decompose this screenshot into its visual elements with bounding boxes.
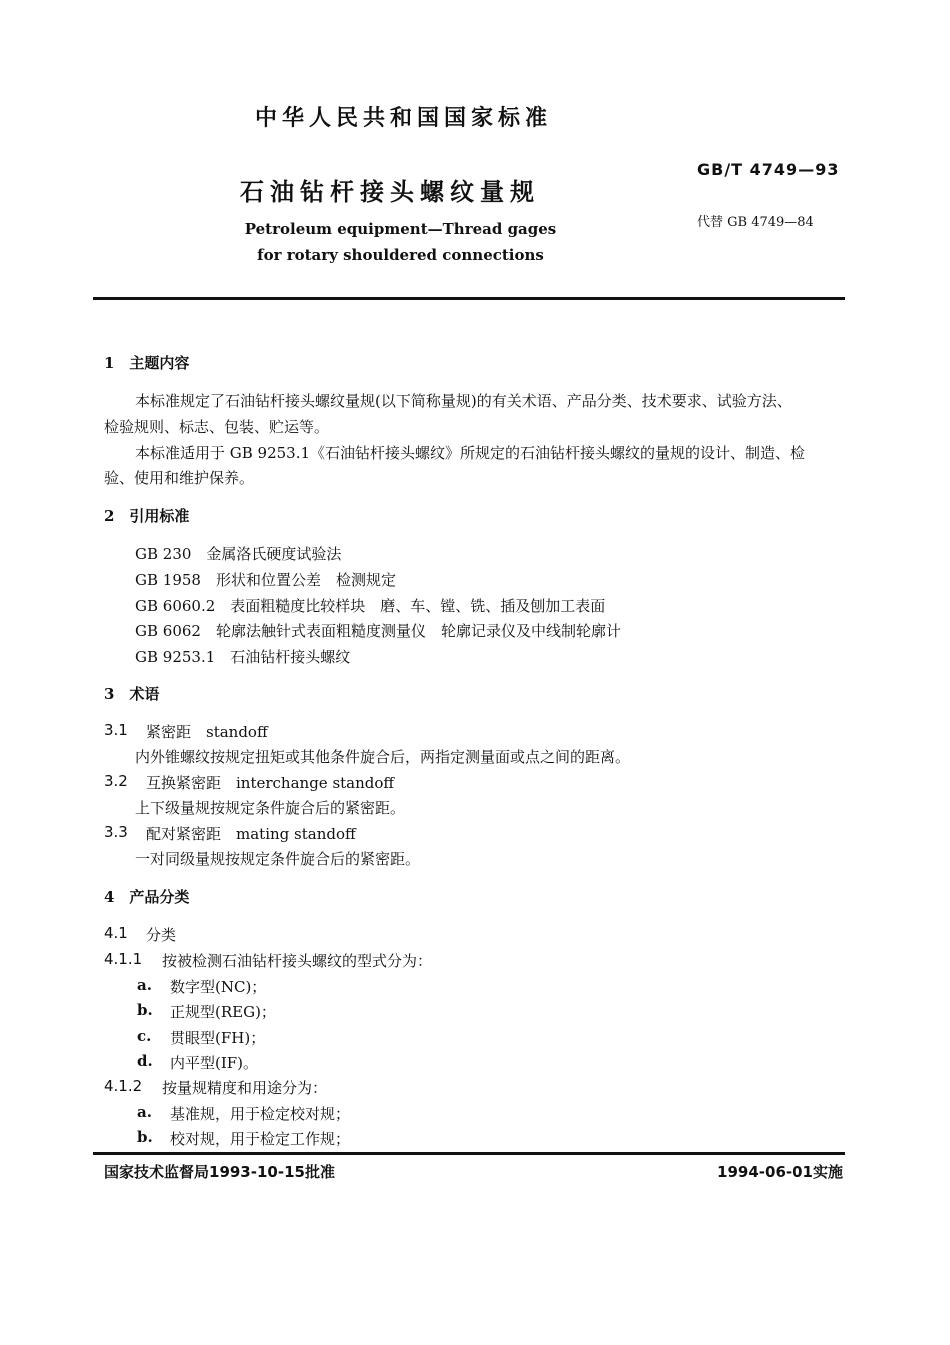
term-number: 3.3 bbox=[104, 823, 128, 841]
section-3-heading: 3 术语 bbox=[104, 685, 160, 703]
section-1-para2-line1: 本标准适用于 GB 9253.1《石油钻杆接头螺纹》所规定的石油钻杆接头螺纹的量规的设计、制造、检 bbox=[135, 444, 806, 462]
approval-date: 国家技术监督局1993-10-15批准 bbox=[104, 1163, 335, 1181]
list-item: 基准规，用于检定校对规； bbox=[170, 1105, 351, 1123]
list-marker: b. bbox=[137, 1001, 153, 1019]
list-item: 校对规，用于检定工作规； bbox=[170, 1130, 351, 1148]
title-chinese: 石油钻杆接头螺纹量规 bbox=[240, 177, 540, 206]
clause-text: 按被检测石油钻杆接头螺纹的型式分为： bbox=[162, 952, 433, 970]
term-number: 3.1 bbox=[104, 721, 128, 739]
reference-item: GB 6062 轮廓法触针式表面粗糙度测量仪 轮廓记录仪及中线制轮廓计 bbox=[135, 622, 621, 640]
term-title: 配对紧密距 mating standoff bbox=[146, 825, 356, 843]
section-2-heading: 2 引用标准 bbox=[104, 507, 190, 525]
list-marker: b. bbox=[137, 1128, 153, 1146]
reference-item: GB 1958 形状和位置公差 检测规定 bbox=[135, 571, 396, 589]
effective-date: 1994-06-01实施 bbox=[717, 1163, 843, 1181]
clause-number: 4.1 bbox=[104, 924, 128, 942]
standard-number: GB/T 4749—93 bbox=[697, 160, 840, 179]
list-item: 数字型(NC)； bbox=[170, 978, 267, 996]
national-standard-heading: 中华人民共和国国家标准 bbox=[254, 105, 552, 131]
header-rule bbox=[93, 297, 845, 300]
list-item: 正规型(REG)； bbox=[170, 1003, 276, 1021]
term-definition: 上下级量规按规定条件旋合后的紧密距。 bbox=[135, 799, 406, 817]
clause-number: 4.1.1 bbox=[104, 950, 143, 968]
clause-title: 分类 bbox=[146, 926, 177, 944]
term-definition: 内外锥螺纹按规定扭矩或其他条件旋合后，两指定测量面或点之间的距离。 bbox=[135, 748, 631, 766]
title-english-line2: for rotary shouldered connections bbox=[257, 246, 544, 264]
list-marker: c. bbox=[137, 1027, 152, 1045]
reference-item: GB 230 金属洛氏硬度试验法 bbox=[135, 545, 342, 563]
term-title: 紧密距 standoff bbox=[146, 723, 268, 741]
clause-text: 按量规精度和用途分为： bbox=[162, 1079, 328, 1097]
replaces-note: 代替 GB 4749—84 bbox=[697, 215, 814, 230]
section-1-heading: 1 主题内容 bbox=[104, 354, 190, 372]
section-4-heading: 4 产品分类 bbox=[104, 888, 190, 906]
footer-rule bbox=[93, 1152, 845, 1155]
term-definition: 一对同级量规按规定条件旋合后的紧密距。 bbox=[135, 850, 421, 868]
list-marker: a. bbox=[137, 1103, 152, 1121]
list-marker: d. bbox=[137, 1052, 153, 1070]
section-1-para1-line2: 检验规则、标志、包装、贮运等。 bbox=[104, 418, 330, 436]
list-item: 内平型(IF)。 bbox=[170, 1054, 259, 1072]
term-number: 3.2 bbox=[104, 772, 128, 790]
section-1-para2-line2: 验、使用和维护保养。 bbox=[104, 469, 255, 487]
list-marker: a. bbox=[137, 976, 152, 994]
reference-item: GB 9253.1 石油钻杆接头螺纹 bbox=[135, 648, 351, 666]
clause-number: 4.1.2 bbox=[104, 1077, 143, 1095]
term-title: 互换紧密距 interchange standoff bbox=[146, 774, 395, 792]
title-english-line1: Petroleum equipment—Thread gages bbox=[244, 220, 557, 238]
section-1-para1-line1: 本标准规定了石油钻杆接头螺纹量规(以下简称量规)的有关术语、产品分类、技术要求、试验方法、 bbox=[135, 392, 792, 410]
reference-item: GB 6060.2 表面粗糙度比较样块 磨、车、镗、铣、插及刨加工表面 bbox=[135, 597, 606, 615]
list-item: 贯眼型(FH)； bbox=[170, 1029, 266, 1047]
